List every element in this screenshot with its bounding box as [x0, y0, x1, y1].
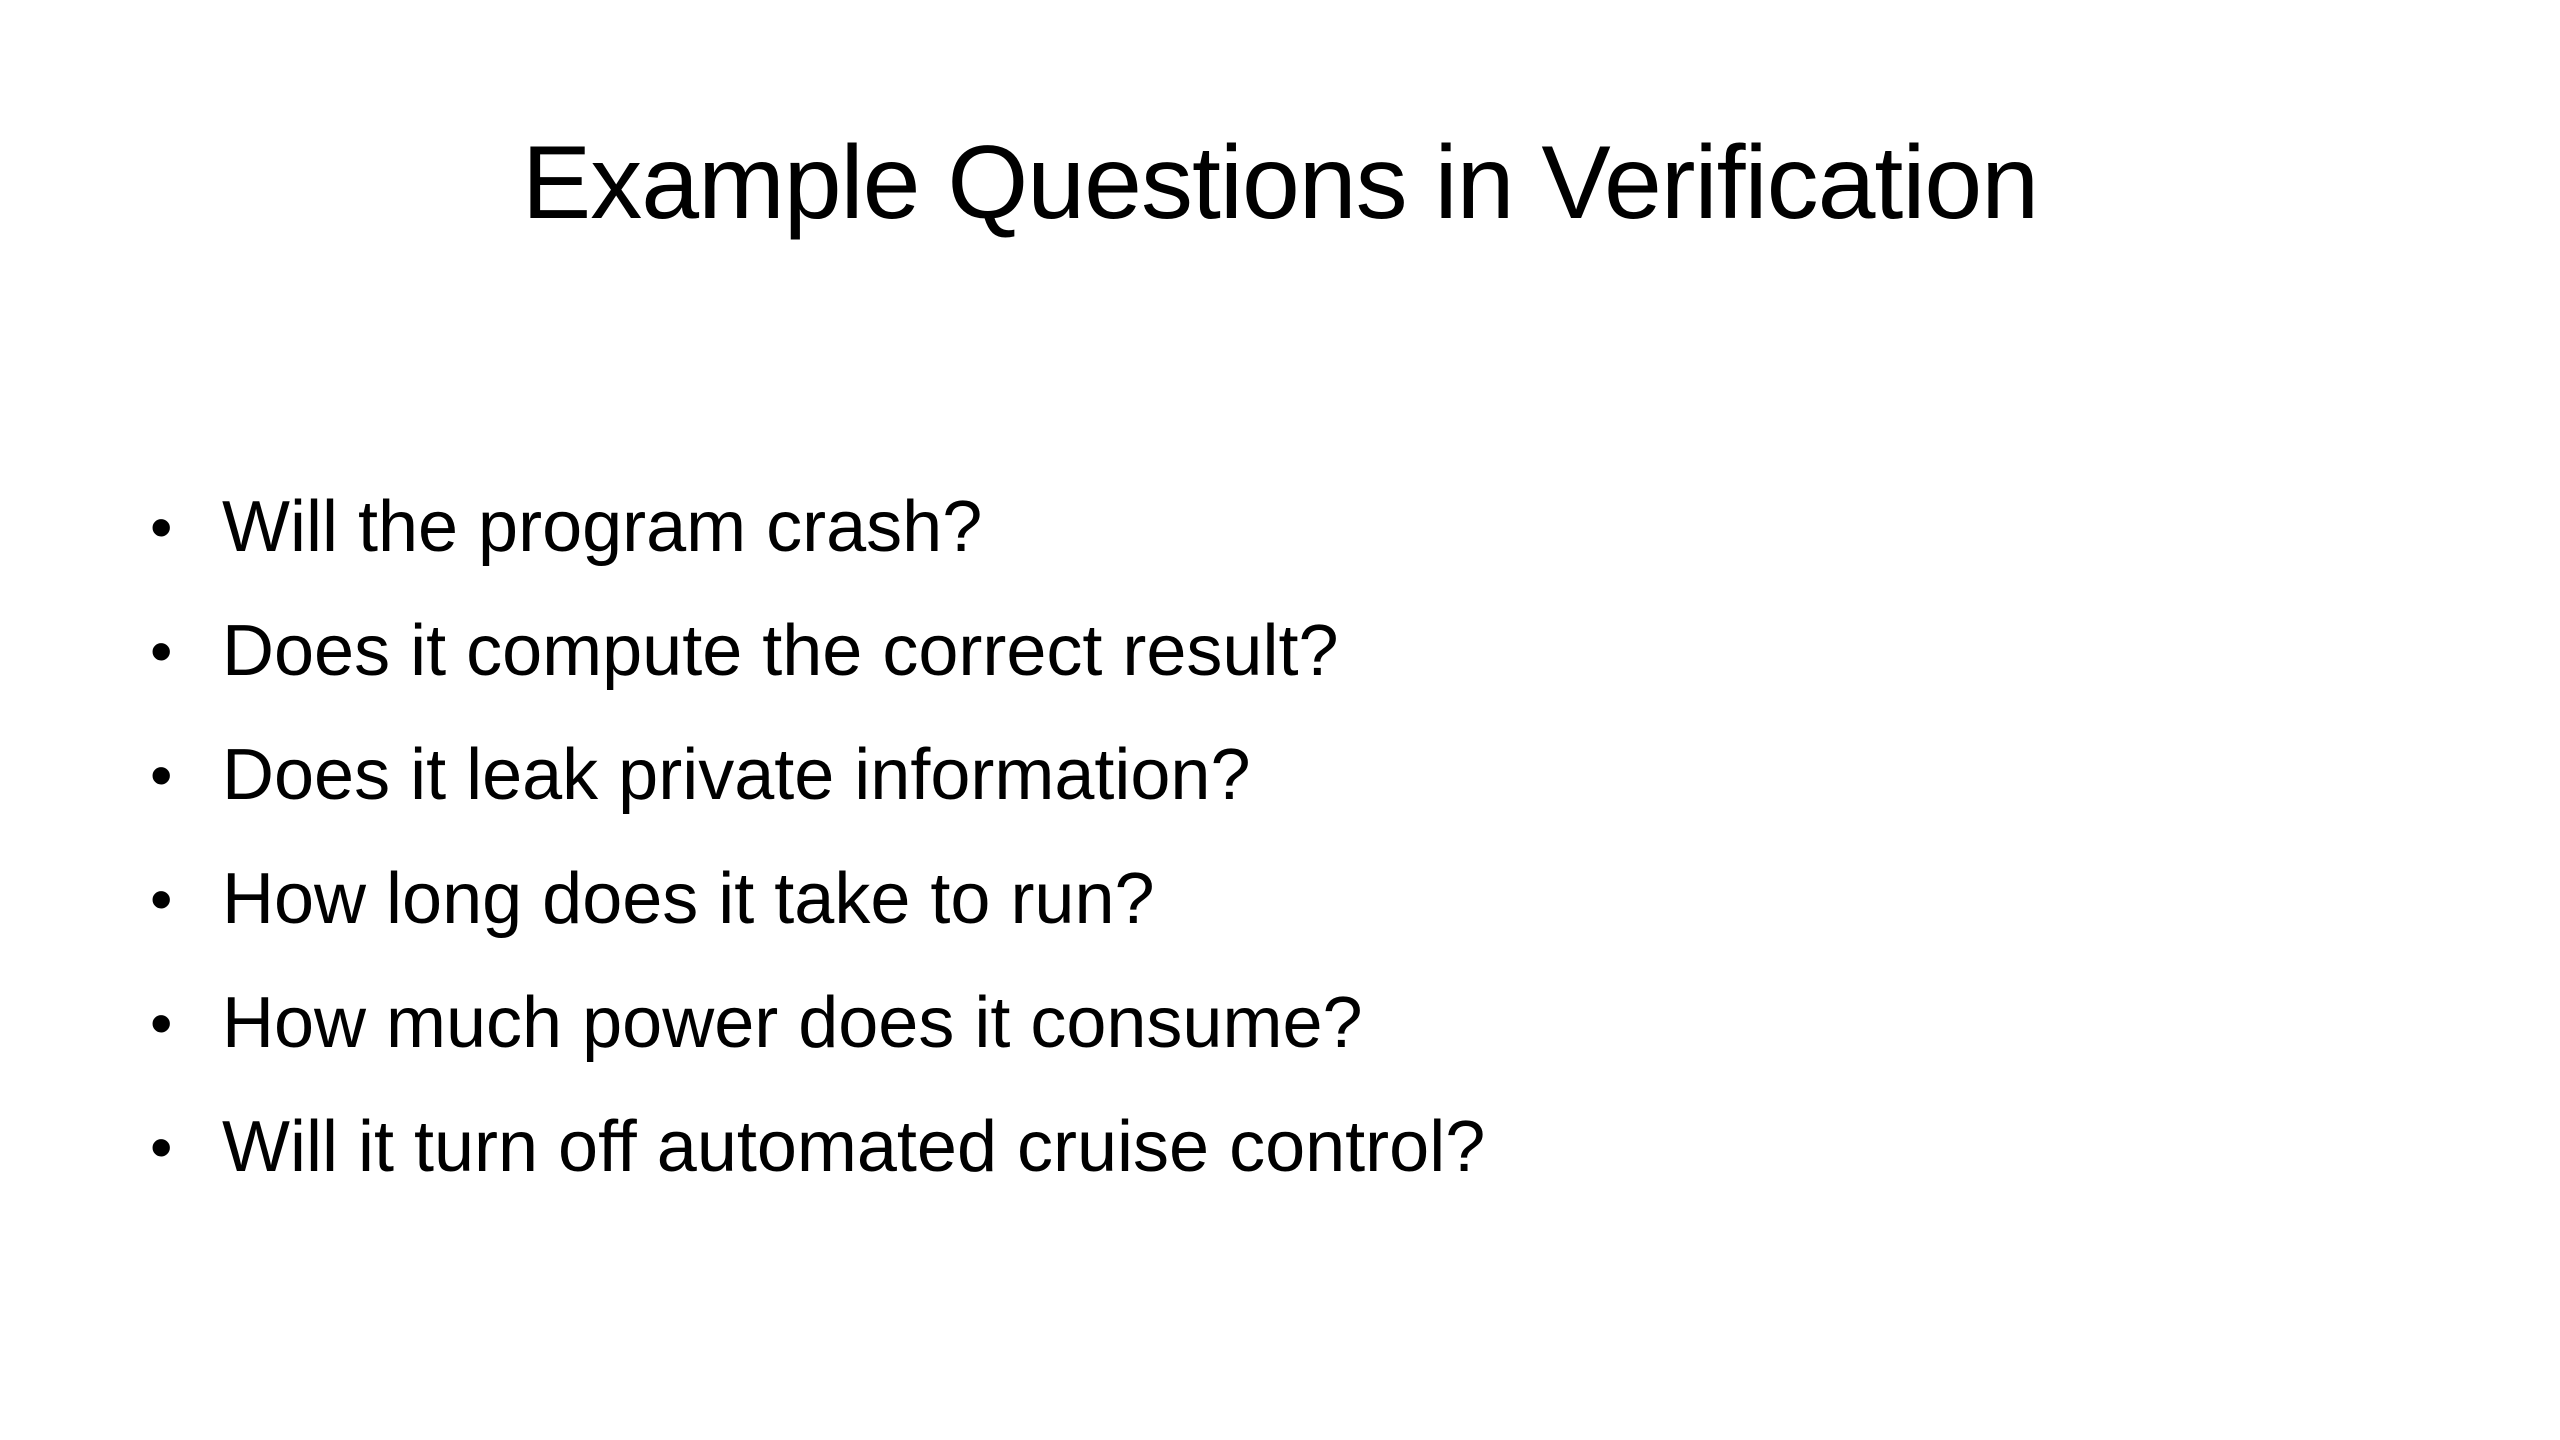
bullet-item	[150, 465, 1485, 589]
bullet-text: How much power does it consume?	[222, 983, 1363, 1063]
bullet-item	[150, 961, 1485, 1085]
bullet-dot: •	[150, 1111, 173, 1183]
bullet-text: Does it compute the correct result?	[222, 611, 1339, 691]
bullet-text: Will the program crash?	[222, 487, 983, 567]
bullet-item	[150, 837, 1485, 961]
bullet-dot: •	[150, 987, 173, 1059]
bullet-text: How long does it take to run?	[222, 859, 1155, 939]
slide-title: Example Questions in Verification	[521, 125, 2039, 241]
bullet-dot: •	[150, 739, 173, 811]
bullet-item	[150, 589, 1485, 713]
bullet-item	[150, 1085, 1485, 1209]
bullet-text: Does it leak private information?	[222, 735, 1251, 815]
bullet-dot: •	[150, 863, 173, 935]
bullet-item	[150, 713, 1485, 837]
bullet-list	[150, 465, 1485, 1209]
bullet-dot: •	[150, 491, 173, 563]
bullet-dot: •	[150, 615, 173, 687]
bullet-text: Will it turn off automated cruise control?	[222, 1107, 1486, 1187]
